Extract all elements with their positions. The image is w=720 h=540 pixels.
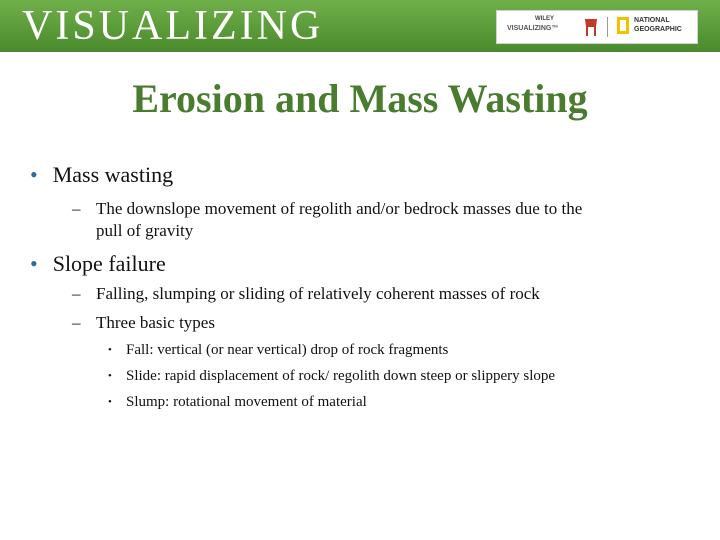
bullet-icon: • [30, 162, 38, 187]
small-bullet-icon: • [108, 396, 112, 408]
natgeo-frame-icon [617, 17, 629, 34]
dash-icon: – [72, 284, 81, 303]
sub-bullet-falling: – Falling, slumping or sliding of relatively coherent masses of rock [72, 284, 540, 303]
dash-icon: – [72, 313, 81, 332]
sub-bullet-definition: – The downslope movement of regolith and/or bedrock masses due to the [72, 199, 583, 218]
series-title: VISUALIZING [22, 3, 324, 49]
bullet-mass-wasting: • Mass wasting [30, 162, 174, 187]
slide-title: Erosion and Mass Wasting [132, 76, 588, 121]
type-item-slide: • Slide: rapid displacement of rock/ regolith down steep or slippery slope [108, 368, 556, 384]
small-bullet-icon: • [108, 344, 112, 356]
chair-icon [581, 17, 601, 37]
small-bullet-icon: • [108, 370, 112, 382]
wiley-logo-text: WILEY [535, 16, 554, 22]
publisher-logos [496, 10, 698, 44]
bullet-icon: • [30, 251, 38, 276]
visualizing-logo-text: VISUALIZING™ [507, 25, 559, 32]
sub-bullet-three-types: – Three basic types [72, 313, 215, 332]
dash-icon: – [72, 199, 81, 218]
type-item-slump: • Slump: rotational movement of material [108, 394, 367, 410]
bullet-slope-failure: • Slope failure [30, 251, 166, 276]
sub-bullet-definition-cont: pull of gravity [96, 221, 194, 240]
natgeo-logo-text: NATIONAL GEOGRAPHIC [634, 17, 682, 33]
type-item-fall: • Fall: vertical (or near vertical) drop of rock fragments [108, 342, 449, 358]
logo-divider [607, 17, 608, 37]
header-banner [0, 0, 720, 52]
